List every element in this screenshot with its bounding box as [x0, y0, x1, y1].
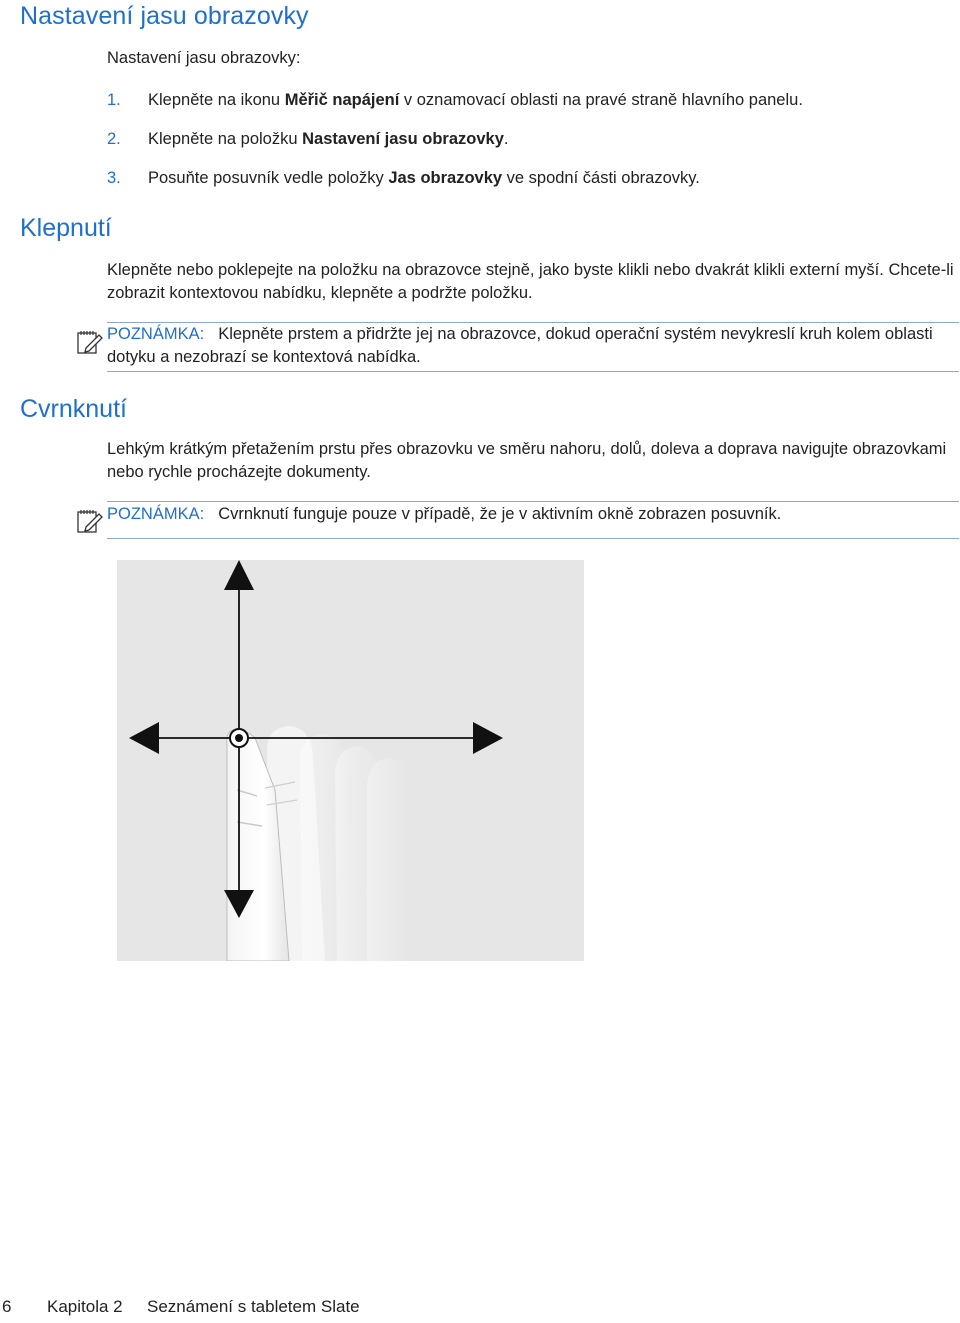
step-2 [107, 128, 508, 151]
note-text: Cvrnknutí funguje pouze v případě, že je v aktivním okně zobrazen posuvník. [218, 505, 782, 523]
note-text: Klepněte prstem a přidržte jej na obrazovce, dokud operační systém nevykreslí kruh kolem oblasti dotyku a nezobrazí se kontextová nabídka. [107, 325, 933, 366]
step-bold: Měřič napájení [284, 91, 400, 109]
note-label: POZNÁMKA: [107, 505, 205, 523]
step-number: 2. [107, 130, 121, 148]
note-pencil-icon [75, 329, 103, 355]
step-text: . [503, 130, 509, 148]
step-text: Klepněte na ikonu [148, 91, 285, 109]
cvrnknuti-body: Lehkým krátkým přetažením prstu přes obrazovku ve směru nahoru, dolů, doleva a doprava navigujte obrazovkami nebo rychle procházejte dokumenty. [107, 440, 947, 481]
step-number: 3. [107, 169, 121, 187]
intro-text: Nastavení jasu obrazovky: [107, 49, 301, 67]
step-1 [107, 89, 803, 112]
step-text: ve spodní části obrazovky. [502, 169, 700, 187]
klepnuti-note [107, 322, 959, 372]
page-number: 6 [2, 1297, 12, 1316]
chapter-label: Kapitola 2 [47, 1297, 123, 1316]
step-bold: Jas obrazovky [388, 169, 503, 187]
note-pencil-icon [75, 508, 103, 534]
chapter-title: Seznámení s tabletem Slate [147, 1297, 360, 1316]
cvrnknuti-heading: Cvrnknutí [20, 395, 127, 423]
klepnuti-heading: Klepnutí [20, 214, 112, 242]
section-title: Nastavení jasu obrazovky [20, 2, 309, 30]
klepnuti-body: Klepněte nebo poklepejte na položku na obrazovce stejně, jako byste klikli nebo dvakrát klikli externí myší. Chcete-li zobrazit kontextovou nabídku, klepněte a podržte položku. [107, 261, 954, 302]
step-bold: Nastavení jasu obrazovky [302, 130, 504, 148]
step-3 [107, 167, 700, 190]
step-text: Posuňte posuvník vedle položky [148, 169, 389, 187]
step-text: v oznamovací oblasti na pravé straně hlavního panelu. [399, 91, 803, 109]
step-number: 1. [107, 91, 121, 109]
step-text: Klepněte na položku [148, 130, 303, 148]
cvrnknuti-note [107, 501, 959, 539]
note-label: POZNÁMKA: [107, 325, 205, 343]
finger-flick-illustration [117, 560, 584, 961]
